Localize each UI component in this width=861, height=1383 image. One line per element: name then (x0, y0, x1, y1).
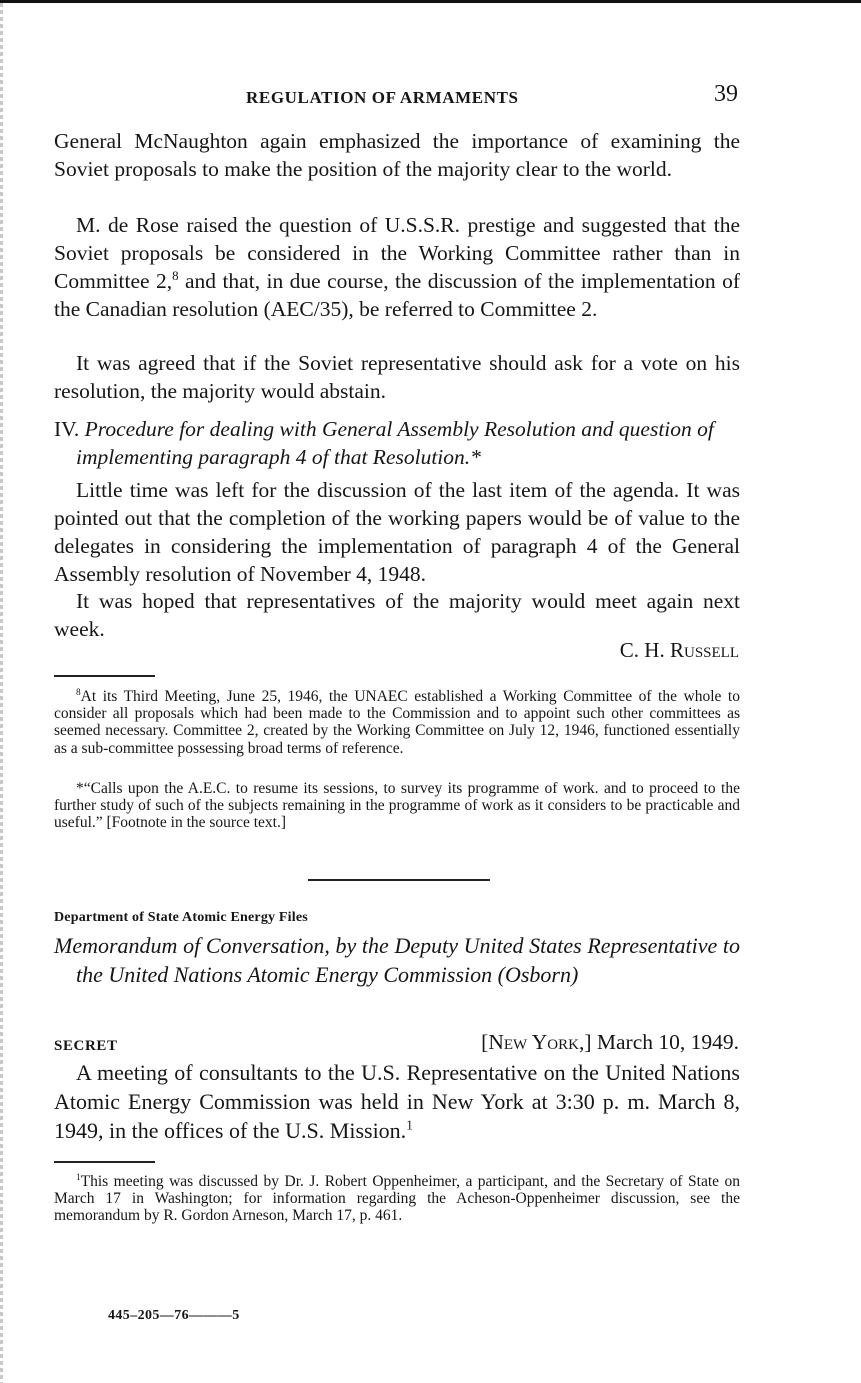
footnote-8 (54, 688, 740, 757)
memo-body (54, 1058, 740, 1145)
signature-initials: C. H. (619, 638, 665, 662)
footnote-1-text: This meeting was discussed by Dr. J. Robert Oppenheimer, a participant, and the Secretary of State on March 17 in Washington; for information regarding the Acheson-Oppenheimer discussion, see the memorandum by R. Gordon Arneson, March 17, p. 461. (54, 1173, 740, 1225)
page-number: 39 (714, 81, 738, 107)
paragraph-hoped: It was hoped that representatives of the majority would meet again next week. (54, 589, 740, 641)
dateline-date: March 10, 1949. (596, 1030, 739, 1054)
signature-surname: Russell (669, 638, 739, 662)
footnote-ref-1: 1 (406, 1117, 413, 1133)
footnote-rule-top (54, 675, 155, 677)
classification-label: SECRET (54, 1038, 118, 1054)
paragraph-mcnaughton: General McNaughton again emphasized the importance of examining the Soviet proposals to make the position of the majority clear to the world. (54, 129, 740, 181)
source-line: Department of State Atomic Energy Files (54, 910, 308, 925)
footnote-rule-bottom (54, 1161, 155, 1163)
paragraph-de-rose-part2: and that, in due course, the discussion of the implementation of the Canadian resolution (AEC/35), be referred to Committee 2. (54, 269, 741, 321)
memo-body-text: A meeting of consultants to the U.S. Representative on the United Nations Atomic Energy Commission was held in New York at 3:30 p. m. March 8, 1949, in the offices of the U.S. Mission. (54, 1060, 740, 1143)
paragraph-agreed: It was agreed that if the Soviet representative should ask for a vote on his resolution, the majority would abstain. (54, 351, 740, 403)
section-iv-number: IV. (54, 417, 80, 441)
footnote-ref-8: 8 (172, 268, 179, 283)
dateline-place: [New York,] (481, 1030, 592, 1054)
footnote-1 (54, 1173, 740, 1225)
memo-title: Memorandum of Conversation, by the Deputy United States Representative to the United Nations Atomic Energy Commission (Osborn) (54, 933, 740, 987)
page-edge-shading (0, 3, 3, 1383)
paragraph-de-rose-part1: M. de Rose raised the question of U.S.S.R. prestige and suggested that the Soviet proposals be considered in the Working Committee rather than in Committee 2, (54, 213, 740, 293)
dateline (481, 1030, 739, 1055)
footnote-1-marker: 1 (76, 1172, 81, 1183)
section-iv-heading (54, 415, 740, 471)
footnote-star: *“Calls upon the A.E.C. to resume its sessions, to survey its programme of work. and to proceed to the further study of such of the subjects remaining in the programme of work as it considers to be practicable and useful.” [Footnote in the source text.] (54, 780, 740, 832)
running-head: REGULATION OF ARMAMENTS (246, 88, 519, 107)
footnote-8-text: At its Third Meeting, June 25, 1946, the UNAEC established a Working Committee of the whole to consider all proposals which had been made to the Commission and to appoint such other committees as seemed necessary. Committee 2, created by the Working Committee on July 12, 1946, functioned essentially as a sub-committee possessing broad terms of reference. (54, 688, 740, 757)
paragraph-de-rose (54, 211, 740, 323)
print-code: 445–205—76———5 (108, 1308, 240, 1323)
signature (620, 638, 739, 663)
paragraph-little-time: Little time was left for the discussion of the last item of the agenda. It was pointed out that the completion of the working papers would be of value to the delegates in considering the implementation of paragraph 4 of the General Assembly resolution of November 4, 1948. (54, 478, 740, 586)
section-iv-title: Procedure for dealing with General Assembly Resolution and question of implementing paragraph 4 of that Resolution.* (76, 417, 714, 469)
footnote-8-marker: 8 (76, 687, 81, 698)
section-divider (308, 879, 490, 881)
